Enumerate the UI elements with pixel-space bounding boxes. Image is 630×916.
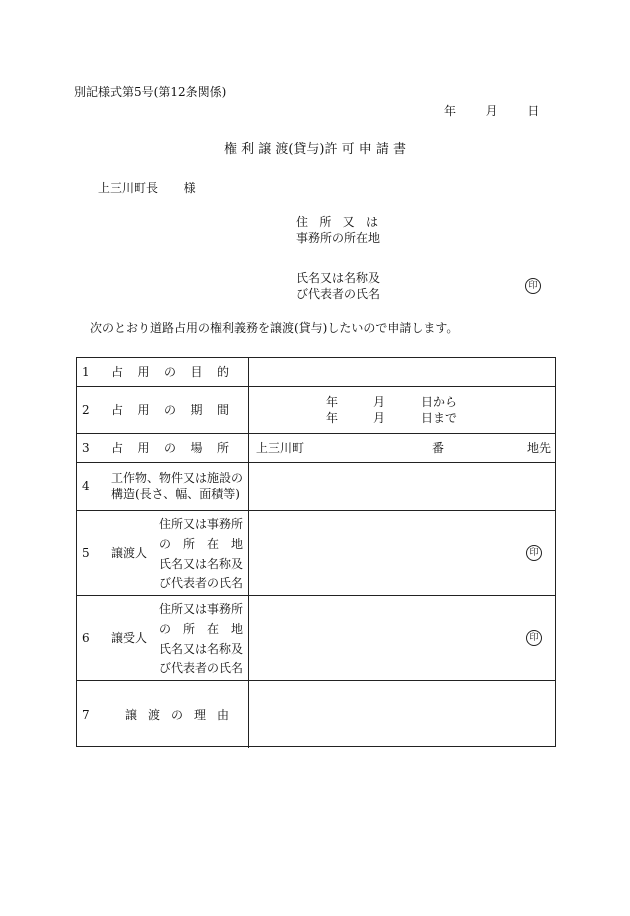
applicant-name-label-line2: び代表者の氏名 bbox=[296, 287, 381, 301]
row-divider bbox=[77, 462, 555, 463]
applicant-name-label-line1: 氏名又は名称及 bbox=[296, 271, 381, 285]
sub-label-name: 氏名又は名称及 bbox=[159, 642, 244, 656]
date-day: 日 bbox=[527, 104, 540, 118]
row-number: 2 bbox=[82, 403, 90, 417]
row-label: 占 用 の 期 間 bbox=[111, 403, 229, 417]
application-table bbox=[76, 357, 556, 747]
applicant-address-label-line2: 事務所の所在地 bbox=[296, 231, 381, 245]
sub-label-name: 氏名又は名称及 bbox=[159, 557, 244, 571]
transferee-seal-mark: 印 bbox=[526, 630, 542, 646]
row-label: 占 用 の 目 的 bbox=[111, 365, 229, 379]
row-divider bbox=[77, 433, 555, 434]
party-label: 譲受人 bbox=[111, 631, 148, 645]
sub-label-location: の 所 在 地 bbox=[159, 622, 243, 636]
party-label: 譲渡人 bbox=[111, 546, 148, 560]
row-divider bbox=[77, 595, 555, 596]
date-year: 年 bbox=[444, 104, 457, 118]
row-number: 7 bbox=[82, 708, 90, 722]
place-town: 上三川町 bbox=[256, 441, 305, 455]
addressee-name: 上三川町長 bbox=[98, 181, 159, 195]
row-label-line1: 工作物、物件又は施設の bbox=[111, 471, 244, 485]
addressee-honorific: 様 bbox=[183, 181, 196, 195]
date-month: 月 bbox=[485, 104, 498, 118]
applicant-address-label-line1: 住 所 又 は bbox=[296, 215, 378, 229]
row-divider bbox=[77, 510, 555, 511]
sub-label-representative: び代表者の氏名 bbox=[159, 576, 244, 590]
row-divider bbox=[77, 386, 555, 387]
row-number: 3 bbox=[82, 441, 90, 455]
period-end-year: 年 bbox=[326, 411, 339, 425]
period-start-day: 日から bbox=[421, 395, 458, 409]
row-number: 4 bbox=[82, 479, 90, 493]
date-line bbox=[444, 103, 539, 119]
row-number: 6 bbox=[82, 631, 90, 645]
row-number: 5 bbox=[82, 546, 90, 560]
intro-text: 次のとおり道路占用の権利義務を譲渡(貸与)したいので申請します。 bbox=[90, 321, 459, 335]
row-label: 占 用 の 場 所 bbox=[111, 441, 229, 455]
form-reference: 別記様式第5号(第12条関係) bbox=[74, 85, 227, 99]
row-label-line2: 構造(長さ、幅、面積等) bbox=[111, 487, 240, 501]
period-start-month: 月 bbox=[373, 395, 386, 409]
period-end-month: 月 bbox=[373, 411, 386, 425]
document-title: 権 利 譲 渡(貸与)許 可 申 請 書 bbox=[223, 142, 407, 157]
sub-label-location: の 所 在 地 bbox=[159, 537, 243, 551]
transferor-seal-mark: 印 bbox=[526, 545, 542, 561]
addressee bbox=[98, 180, 196, 196]
row-label: 譲 渡 の 理 由 bbox=[125, 708, 229, 722]
row-divider bbox=[77, 680, 555, 681]
sub-label-address: 住所又は事務所 bbox=[159, 602, 244, 616]
period-start-year: 年 bbox=[326, 395, 339, 409]
place-chisaki: 地先 bbox=[527, 441, 552, 455]
applicant-seal-mark: 印 bbox=[525, 278, 541, 294]
place-ban: 番 bbox=[432, 441, 445, 455]
period-end-day: 日まで bbox=[421, 411, 458, 425]
row-number: 1 bbox=[82, 365, 90, 379]
column-divider bbox=[248, 358, 249, 748]
sub-label-representative: び代表者の氏名 bbox=[159, 661, 244, 675]
sub-label-address: 住所又は事務所 bbox=[159, 517, 244, 531]
